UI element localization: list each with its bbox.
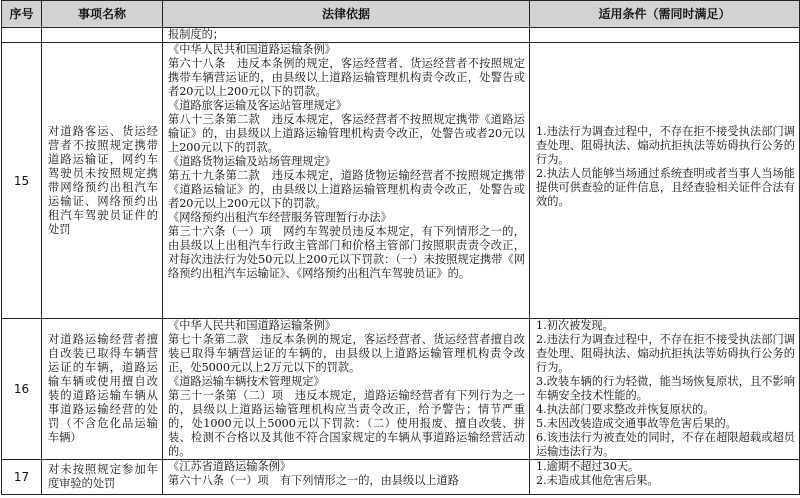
header-number: 序号 bbox=[2, 1, 42, 28]
condition-line: 5.未因改装造成交通事故等危害后果的。 bbox=[536, 417, 737, 430]
continuation-number bbox=[2, 28, 42, 43]
row-number: 17 bbox=[2, 460, 42, 495]
basis-line: 第六十八条 违反本条例的规定，客运经营者、货运经营者不按照规定携带车辆营运证的，由县级以上道路运输管理机构责令改正，处警告或者20元以上200元以下的罚款。 bbox=[168, 57, 525, 98]
conditions bbox=[530, 319, 800, 460]
table-row bbox=[2, 319, 800, 460]
condition-line: 1.违法行为调查过程中，不存在拒不接受执法部门调查处理、阻碍执法、煽动抗拒执法等妨碍执行公务的行为。 bbox=[536, 125, 795, 166]
basis-line: 《道路旅客运输及客运站管理规定》 bbox=[168, 99, 348, 112]
condition-line: 3.改装车辆的行为轻微，能当场恢复原状，且不影响车辆安全技术性能的。 bbox=[536, 375, 795, 402]
condition-line: 4.执法部门要求整改并恢复原状的。 bbox=[536, 403, 715, 416]
basis-line: 第六十八条（一）项 有下列情形之一的，由县级以上道路 bbox=[168, 474, 459, 487]
basis-line: 《道路货物运输及站场管理规定》 bbox=[168, 155, 336, 168]
basis-line: 《中华人民共和国道路运输条例》 bbox=[168, 43, 336, 56]
basis-line: 《江苏省道路运输条例》 bbox=[168, 460, 292, 473]
condition-line: 2.执法人员能够当场通过系统查明或者当事人当场能提供可供查验的证件信息，且经查验相关证件合法有效的。 bbox=[536, 167, 795, 208]
item-name: 对未按照规定参加年度审验的处罚 bbox=[42, 460, 163, 495]
table-row bbox=[2, 460, 800, 495]
continuation-basis bbox=[163, 28, 530, 43]
legal-basis bbox=[163, 460, 530, 495]
header-basis: 法律依据 bbox=[163, 1, 530, 28]
legal-basis bbox=[163, 319, 530, 460]
condition-line: 2.违法行为调查过程中，不存在拒不接受执法部门调查处理、阻碍执法、煽动抗拒执法等妨碍执行公务的行为。 bbox=[536, 333, 795, 374]
header-condition: 适用条件（需同时满足） bbox=[530, 1, 800, 28]
row-number: 15 bbox=[2, 43, 42, 319]
condition-line: 2.未造成其他危害后果。 bbox=[536, 474, 659, 487]
basis-line: 第八十三条第二款 违反本规定，客运经营者不按照规定携带《道路运输证》的，由县级以上道路运输管理机构责令改正，处警告或者20元以上200元以下的罚款。 bbox=[168, 113, 525, 154]
condition-line: 1.初次被发现。 bbox=[536, 319, 614, 332]
basis-line: 第七十条第二款 违反本条例的规定，客运经营者、货运经营者擅自改装已取得车辆营运证的车辆的，由县级以上道路运输管理机构责令改正，处5000元以上2万元以下的罚款。 bbox=[168, 333, 525, 374]
conditions bbox=[530, 43, 800, 319]
table-row bbox=[2, 43, 800, 319]
basis-tail-text: 报制度的； bbox=[168, 28, 224, 41]
basis-line: 《中华人民共和国道路运输条例》 bbox=[168, 319, 336, 332]
conditions bbox=[530, 460, 800, 495]
basis-line: 《网络预约出租汽车经营服务管理暂行办法》 bbox=[168, 211, 392, 224]
item-name: 对道路客运、货运经营者不按照规定携带道路运输证，网约车驾驶员未按照规定携带网络预约出租汽车运输证、网络预约出租汽车驾驶员证件的处罚 bbox=[42, 43, 163, 319]
condition-line: 1.逾期不超过30天。 bbox=[536, 460, 640, 473]
regulation-table bbox=[1, 0, 800, 495]
row-number: 16 bbox=[2, 319, 42, 460]
item-name: 对道路运输经营者擅自改装已取得车辆营运证的车辆，道路运输车辆或使用擅自改装的道路运输车辆从事道路运输经营的处罚（不含危化品运输车辆） bbox=[42, 319, 163, 460]
basis-line: 第五十九条第二款 违反本规定，道路货物运输经营者不按照规定携带《道路运输证》的，由县级以上道路运输管理机构责令改正，处警告或者20元以上200元以下的罚款。 bbox=[168, 169, 525, 210]
legal-basis bbox=[163, 43, 530, 319]
continuation-item bbox=[42, 28, 163, 43]
basis-line: 第三十六条（一）项 网约车驾驶员违反本规定，有下列情形之一的，由县级以上出租汽车行政主管部门和价格主管部门按照职责责令改正，对每次违法行为处50元以上200元以下罚款：（一）未按照规定携带《网络预约出租汽车运输证》、《网络预约出租汽车驾驶员证》的。 bbox=[168, 225, 525, 280]
continuation-condition bbox=[530, 28, 800, 43]
basis-line: 《道路运输车辆技术管理规定》 bbox=[168, 375, 325, 388]
basis-line: 第三十一条第（二）项 违反本规定，道路运输经营者有下列行为之一的，县级以上道路运输管理机构应当责令改正，给予警告；情节严重的，处1000元以上5000元以下罚款：（二）使用报废、擅自改装、拼装、检测不合格以及其他不符合国家规定的车辆从事道路运输经营活动的。 bbox=[168, 389, 525, 458]
condition-line: 6.该违法行为被查处的同时，不存在超限超载或超员运输违法行为。 bbox=[536, 431, 795, 458]
continuation-row bbox=[2, 28, 800, 43]
header-item: 事项名称 bbox=[42, 1, 163, 28]
header-row bbox=[2, 1, 800, 28]
